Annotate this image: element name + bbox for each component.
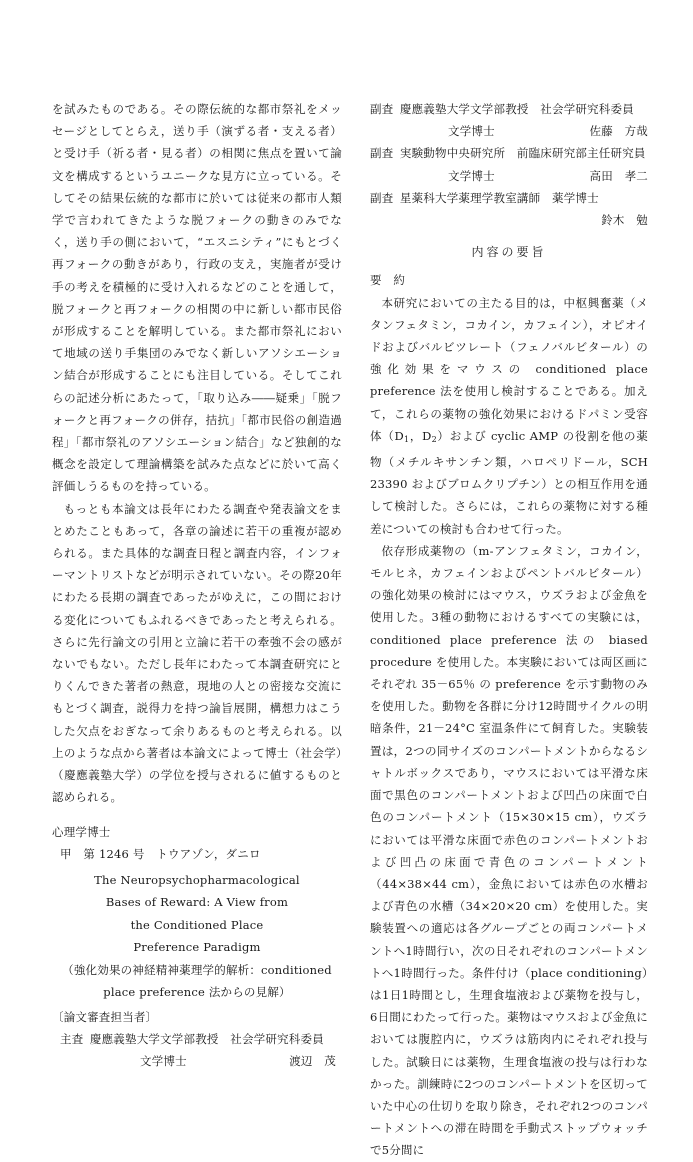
committee-role: 副査	[370, 102, 394, 116]
title-ja-line-1: （強化効果の神経精神薬理学的解析：conditioned	[62, 962, 332, 977]
committee-name: 高田 孝二	[589, 168, 648, 183]
degree-heading: 心理学博士	[52, 824, 111, 839]
committee-affiliation: 慶應義塾大学文学部教授 社会学研究科委員	[89, 1032, 324, 1047]
section-title: 内容の要旨	[471, 245, 547, 260]
evaluation-paragraph-2: もっとも本論文は長年にわたる調査や発表論文をまとめたこともあって，各章の論述に若干の重複が認められる。また具体的な調査日程と調査内容，インフォーマントリストなどが明示されていない。その際20年にわたる長期の調査であったがゆえに，この間における変化についてもふれるべきであったと考えられる。さらに先行論文の引用と立論に若干の牽強不会の感がないでもない。ただし長年にわたって本調査研究にとりくんできた著者の熱意，現地の人との密接な交流にもとづく調査，説得力を持つ論旨展開，構想力はこうした欠点をおぎなって余りあるものと考えられる。以上のような点から著者は本論文によって博士（社会学）（慶應義塾大学）の学位を授与されるに値するものと認められる。	[52, 501, 342, 805]
committee-name: 渡辺 茂	[289, 1054, 336, 1069]
title-en-line-2: Bases of Reward: A View from	[105, 895, 289, 910]
committee-member-3	[370, 187, 648, 231]
title-en-line-3: the Conditioned Place	[130, 917, 264, 932]
committee-affiliation: 星薬科大学薬理学教室講師 薬学博士	[399, 190, 599, 205]
committee-degree: 文学博士	[448, 124, 495, 139]
entry-line: 甲 第 1246 号 トウアゾン，ダニロ	[60, 846, 261, 861]
committee-degree: 文学博士	[140, 1054, 187, 1069]
committee-role: 主査	[60, 1032, 84, 1047]
right-column	[370, 98, 648, 1162]
evaluation-paragraph-1: を試みたものである。その際伝統的な都市祭礼をメッセージとしてとらえ，送り手（演ずる者・支える者）と受け手（祈る者・見る者）の相関に焦点を置いて論文を構成するというユニークな見方に立っている。そしてその結果伝統的な都市に於いては従来の都市人類学で言われてきたような脱フォークの動きのみでなく，送り手の側において，“エスニシティ”にもとづく再フォークの動きがあり，行政の支え，実施者が受け手の考えを積極的に受け入れるなどのことを通して，脱フォークと再フォークの相関の中に新しい都市民俗が形成することを解明している。また都市祭礼において地域の送り手集団のみでなく新しいアソシエーション結合が形成することにも注目している。そしてこれらの記述分析にあたって，「取り込み――疑乗」「脱フォークと再フォークの併存，拮抗」「都市民俗の創造過程」「都市祭礼のアソシエーション結合」など独創的な概念を設定して理論構築を試みた点などに於いて高く評価しうるものを持っている。	[52, 102, 342, 494]
left-column	[52, 98, 342, 1073]
committee-member-1	[370, 98, 648, 142]
committee-affiliation: 実験動物中央研究所 前臨床研究部主任研究員	[399, 146, 646, 161]
summary-paragraph-2: 依存形成薬物の（m-アンフェタミン，コカイン，モルヒネ，カフェインおよびペントバルビタール）の強化効果の検討にはマウス，ウズラおよび金魚を使用した。3種の動物におけるすべての実験には，conditioned place preference 法の biased procedure を使用した。本実験においては両区画にそれぞれ 35－65％ の preference を示す動物のみを使用した。動物を各群に分け12時間サイクルの明暗条件，21－24°C 室温条件にて飼育した。実験装置は，2つの同サイズのコンパートメントからなるシャトルボックスであり，マウスにおいては平滑な床面で黒色のコンパートメントおよび凹凸の床面で白色のコンパートメント（15×30×15 cm），ウズラにおいては平滑な床面で赤色のコンパートメントおよび凹凸の床面で青色のコンパートメント（44×38×44 cm），金魚においては赤色の水槽および青色の水槽（34×20×20 cm）を使用した。実験装置への適応は各グループごとの両コンパートメントへ1時間行い，次の日それぞれのコンパートメントへ1時間行った。条件付け（place conditioning）は1日1時間とし，生理食塩液および薬物を投与し，6日間にわたって行った。薬物はマウスおよび金魚においては腹腔内に，ウズラは筋肉内にそれぞれ投与した。試験日には薬物，生理食塩液の投与は行わなかった。訓練時に2つのコンパートメントを区切っていた中心の仕切りを取り除き，それぞれ2つのコンパートメントへの滞在時間を手動式ストップウォッチで5分間に	[370, 543, 648, 1158]
summary-heading: 要 約	[370, 273, 406, 288]
committee-member-2	[370, 142, 648, 186]
title-en-line-4: Preference Paradigm	[133, 940, 261, 955]
thesis-title	[52, 869, 342, 1004]
committee-name: 鈴木 勉	[601, 213, 648, 228]
summary-paragraph-1: 本研究においての主たる目的は，中枢興奮薬（メタンフェタミン，コカイン，カフェイン），オピオイドおよびバルビツレート（フェノバルビタール）の強化効果をマウスの conditioned place preference 法を使用し検討することである。加えて，これらの薬物の強化効果におけるドパミン受容体（$D_1$，$D_2$）および cyclic AMP の役割を他の薬物（メチルキサンチン類，ハロペリドール，SCH 23390 およびブロムクリプチン）との相互作用を通して検討した。さらには，これらの薬物に対する種差についての検討も合わせて行った。	[370, 295, 648, 536]
committee-name: 佐藤 方哉	[589, 124, 648, 139]
committee-role: 副査	[370, 190, 394, 205]
title-en-line-1: The Neuropsychopharmacological	[94, 872, 300, 887]
committee-role: 副査	[370, 146, 394, 161]
committee-chief	[52, 1028, 342, 1072]
committee-affiliation: 慶應義塾大学文学部教授 社会学研究科委員	[399, 102, 634, 116]
committee-heading: 〔論文審査担当者〕	[52, 1009, 158, 1024]
title-ja-line-2: place preference 法からの見解）	[103, 985, 291, 1000]
committee-degree: 文学博士	[448, 168, 495, 183]
